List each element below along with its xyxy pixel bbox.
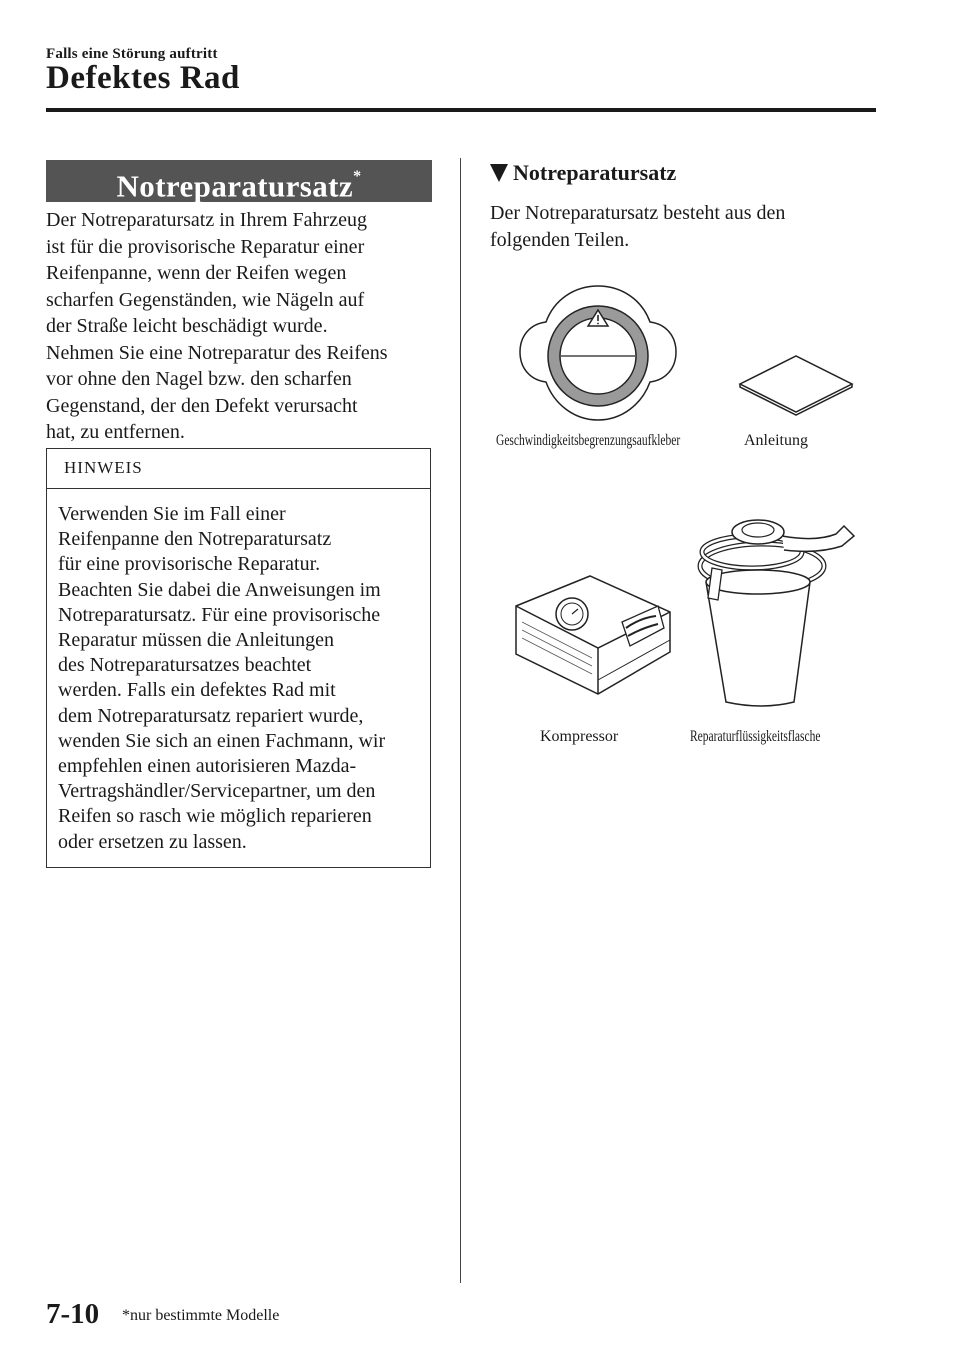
note-heading: HINWEIS (64, 458, 143, 477)
note-line: Notreparatursatz. Für eine provisorische (58, 603, 381, 626)
triangle-down-icon (490, 164, 508, 182)
caption-compressor: Kompressor (540, 728, 619, 745)
compressor-illustration (512, 570, 674, 700)
intro-paragraph (46, 207, 438, 446)
chapter-title: Defektes Rad (46, 60, 240, 96)
intro-line: Gegenstand, der den Defekt verursacht (46, 394, 358, 417)
title-footnote-marker: * (353, 168, 362, 185)
subsection-heading-text: Notreparatursatz (513, 160, 677, 185)
section-label: Falls eine Störung auftritt (46, 46, 218, 62)
note-line: für eine provisorische Reparatur. (58, 553, 321, 576)
note-line: oder ersetzen zu lassen. (58, 830, 247, 853)
note-line: Beachten Sie dabei die Anweisungen im (58, 578, 381, 601)
speed-limit-sticker-illustration (518, 280, 678, 430)
caption-speed-sticker: Geschwindigkeitsbegrenzungsaufkleber (496, 432, 681, 449)
intro-line: Der Notreparatursatz in Ihrem Fahrzeug (46, 209, 367, 231)
note-line: Reifenpanne den Notreparatursatz (58, 528, 332, 551)
note-line: des Notreparatursatzes beachtet (58, 654, 312, 677)
caption-manual: Anleitung (744, 432, 808, 449)
note-line: werden. Falls ein defektes Rad mit (58, 679, 336, 702)
intro-line: Nehmen Sie eine Notreparatur des Reifens (46, 341, 388, 364)
section-title: Notreparatursatz (116, 168, 354, 204)
note-line: Vertragshändler/Servicepartner, um den (58, 780, 376, 803)
intro-line: scharfen Gegenständen, wie Nägeln auf (46, 288, 365, 311)
note-line: empfehlen einen autorisieren Mazda- (58, 755, 357, 778)
intro-line: hat, zu entfernen. (46, 421, 185, 443)
subsection-heading (490, 160, 676, 186)
page-number: 7-10 (46, 1298, 100, 1330)
note-body (58, 502, 430, 855)
note-box (46, 448, 431, 868)
caption-sealant-bottle: Reparaturflüssigkeitsflasche (690, 728, 821, 745)
subsection-intro (490, 200, 870, 253)
footnote: *nur bestimmte Modelle (122, 1307, 280, 1324)
note-line: Reparatur müssen die Anleitungen (58, 629, 335, 652)
subsection-intro-line: folgenden Teilen. (490, 228, 630, 251)
sealant-bottle-illustration (686, 506, 864, 712)
manual-illustration (736, 352, 856, 416)
intro-line: ist für die provisorische Reparatur einer (46, 235, 365, 258)
intro-line: der Straße leicht beschädigt wurde. (46, 315, 328, 337)
section-title-banner (46, 160, 432, 202)
note-line: wenden Sie sich an einen Fachmann, wir (58, 729, 386, 752)
note-line: Reifen so rasch wie möglich reparieren (58, 805, 372, 828)
note-header (47, 449, 430, 489)
intro-line: Reifenpanne, wenn der Reifen wegen (46, 262, 347, 284)
subsection-intro-line: Der Notreparatursatz besteht aus den (490, 202, 786, 224)
note-line: dem Notreparatursatz repariert wurde, (58, 704, 364, 727)
column-divider (460, 158, 461, 1283)
header-rule (46, 108, 876, 112)
intro-line: vor ohne den Nagel bzw. den scharfen (46, 368, 352, 390)
note-line: Verwenden Sie im Fall einer (58, 503, 286, 525)
